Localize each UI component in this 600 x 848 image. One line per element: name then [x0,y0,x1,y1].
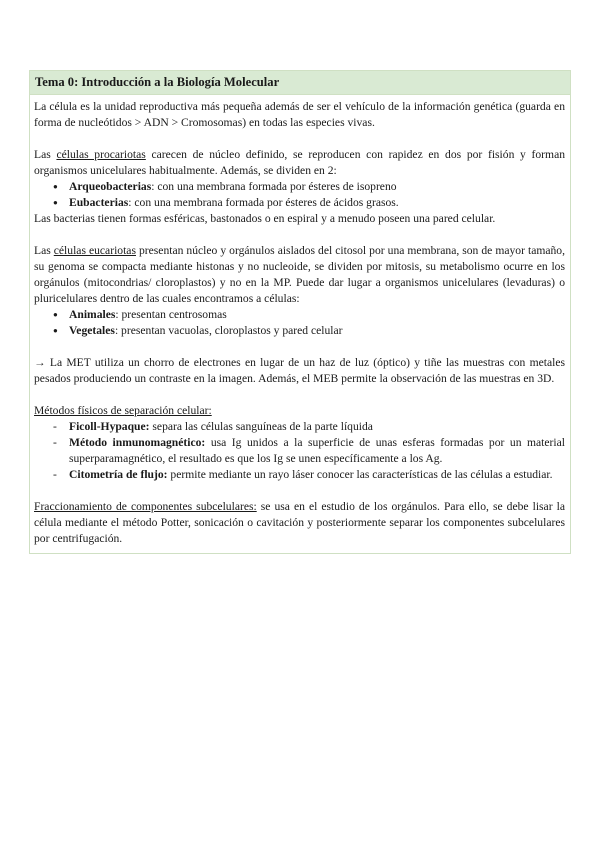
eucariotas-paragraph: Las células eucariotas presentan núcleo y orgánulos aislados del citosol por una membrana, son de mayor tamaño, su genoma se compacta mediante histonas y no nucleoide, se dividen por mitosis, su metabolismo ocurre en los orgánulos (mitocondrias/ cloroplastos) y no en la MP. Puede dar lugar a organismos unicelulares (levaduras) o pluricelulares dentro de las cuales encontramos a células: [34,244,565,305]
bacterias-paragraph: Las bacterias tienen formas esféricas, bastonados o en espiral y a menudo poseen una pared celular. [34,212,496,225]
dash-marker: - [53,420,57,433]
list-item: ● Vegetales: presentan vacuolas, cloroplastos y pared celular [53,324,343,337]
fraccionamiento-paragraph: Fraccionamiento de componentes subcelulares: se usa en el estudio de los orgánulos. Para ello, se debe lisar la célula mediante el método Potter, sonicación o cavitación y posteriormente separar los componentes subcelulares por centrifugación. [34,500,565,545]
list-item: - Citometría de flujo: permite mediante un rayo láser conocer las características de las células a estudiar. [53,468,553,481]
list-item: ● Eubacterias: con una membrana formada por ésteres de ácidos grasos. [53,196,399,209]
metodos-heading: Métodos físicos de separación celular: [34,404,212,417]
procariotas-paragraph: Las células procariotas carecen de núcleo definido, se reproducen con rapidez en dos por fisión y forman organismos unicelulares habitualmente. Además, se dividen en 2: [34,148,566,177]
procariotas-list [34,179,565,211]
eucariotas-term: células eucariotas [53,244,136,257]
bullet-icon: ● [53,310,58,319]
metodos-list [34,419,565,483]
list-item: - Ficoll-Hypaque: separa las células sanguíneas de la parte líquida [53,420,373,433]
dash-marker: - [53,468,57,481]
bullet-icon: ● [53,326,58,335]
fraccionamiento-term: Fraccionamiento de componentes subcelulares: [34,500,257,513]
dash-marker: - [53,436,57,449]
met-paragraph: → La MET utiliza un chorro de electrones en lugar de un haz de luz (óptico) y tiñe las muestras con metales pesados produciendo un contraste en la imagen. Además, el MEB permite la observación de las muestras en 3D. [34,356,565,385]
list-item: ● Animales: presentan centrosomas [53,308,227,321]
topic-title: Tema 0: Introducción a la Biología Molecular [30,71,570,95]
eucariotas-list [34,307,565,339]
procariotas-term: células procariotas [56,148,146,161]
list-item: - Método inmunomagnético: usa Ig unidos a la superficie de unas esferas formadas por un material superparamagnético, el resultado es que los Ig se unen específicamente a los Ag. [53,436,565,465]
bullet-icon: ● [53,182,58,191]
bullet-icon: ● [53,198,58,207]
topic-box [29,70,571,554]
topic-body [30,95,570,553]
list-item: ● Arqueobacterias: con una membrana formada por ésteres de isopreno [53,180,397,193]
intro-paragraph: La célula es la unidad reproductiva más pequeña además de ser el vehículo de la información genética (guarda en forma de nucleótidos > ADN > Cromosomas) en todas las especies vivas. [34,100,565,129]
